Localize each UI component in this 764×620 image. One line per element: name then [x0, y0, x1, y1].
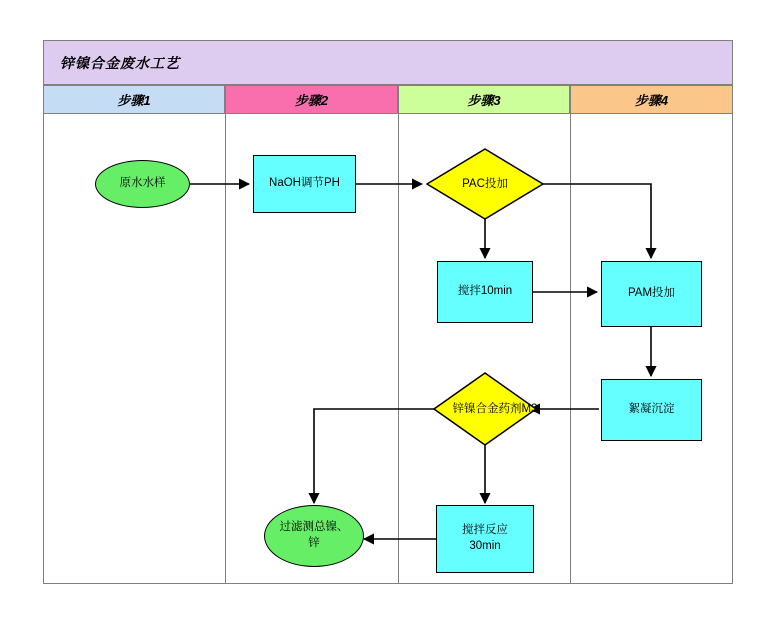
lane-divider-3 — [570, 114, 571, 584]
lane-divider-2 — [398, 114, 399, 584]
node-stir-10min[interactable] — [437, 261, 533, 323]
node-label: 絮凝沉淀 — [628, 403, 675, 416]
column-header-step-2 — [225, 85, 398, 114]
column-header-step-1 — [43, 85, 225, 114]
node-pac-dosing[interactable] — [426, 148, 544, 220]
node-label: 原水水样 — [119, 177, 166, 190]
node-pam-dosing[interactable] — [601, 261, 702, 327]
node-flocculation-sedimentation[interactable] — [601, 379, 702, 441]
column-header-label: 步骤4 — [634, 93, 669, 108]
node-filter-test-total-nickel-zinc[interactable] — [264, 505, 364, 567]
column-header-label: 步骤1 — [117, 93, 151, 108]
node-zinc-nickel-alloy-agent-m3[interactable] — [433, 372, 537, 446]
node-label: 锌镍合金药剂M3 — [452, 402, 538, 415]
column-header-label: 步骤2 — [294, 93, 329, 108]
node-label: 搅拌反应30min — [462, 524, 508, 552]
column-header-step-4 — [570, 85, 733, 114]
node-label: 过滤测总镍、锌 — [279, 521, 349, 549]
diagram-title-bar — [43, 40, 733, 85]
lane-divider-1 — [225, 114, 226, 584]
node-stir-react-30min[interactable] — [436, 505, 534, 573]
node-label: NaOH调节PH — [269, 177, 340, 190]
node-naoh-ph-adjust[interactable] — [253, 155, 356, 213]
column-header-label: 步骤3 — [467, 93, 501, 108]
column-header-step-3 — [398, 85, 570, 114]
page-title: 锌镍合金废水工艺 — [60, 54, 180, 71]
node-label: PAC投加 — [462, 177, 508, 190]
node-label: 搅拌10min — [457, 285, 513, 298]
node-label: PAM投加 — [627, 287, 676, 300]
node-raw-water-sample[interactable] — [95, 160, 190, 208]
